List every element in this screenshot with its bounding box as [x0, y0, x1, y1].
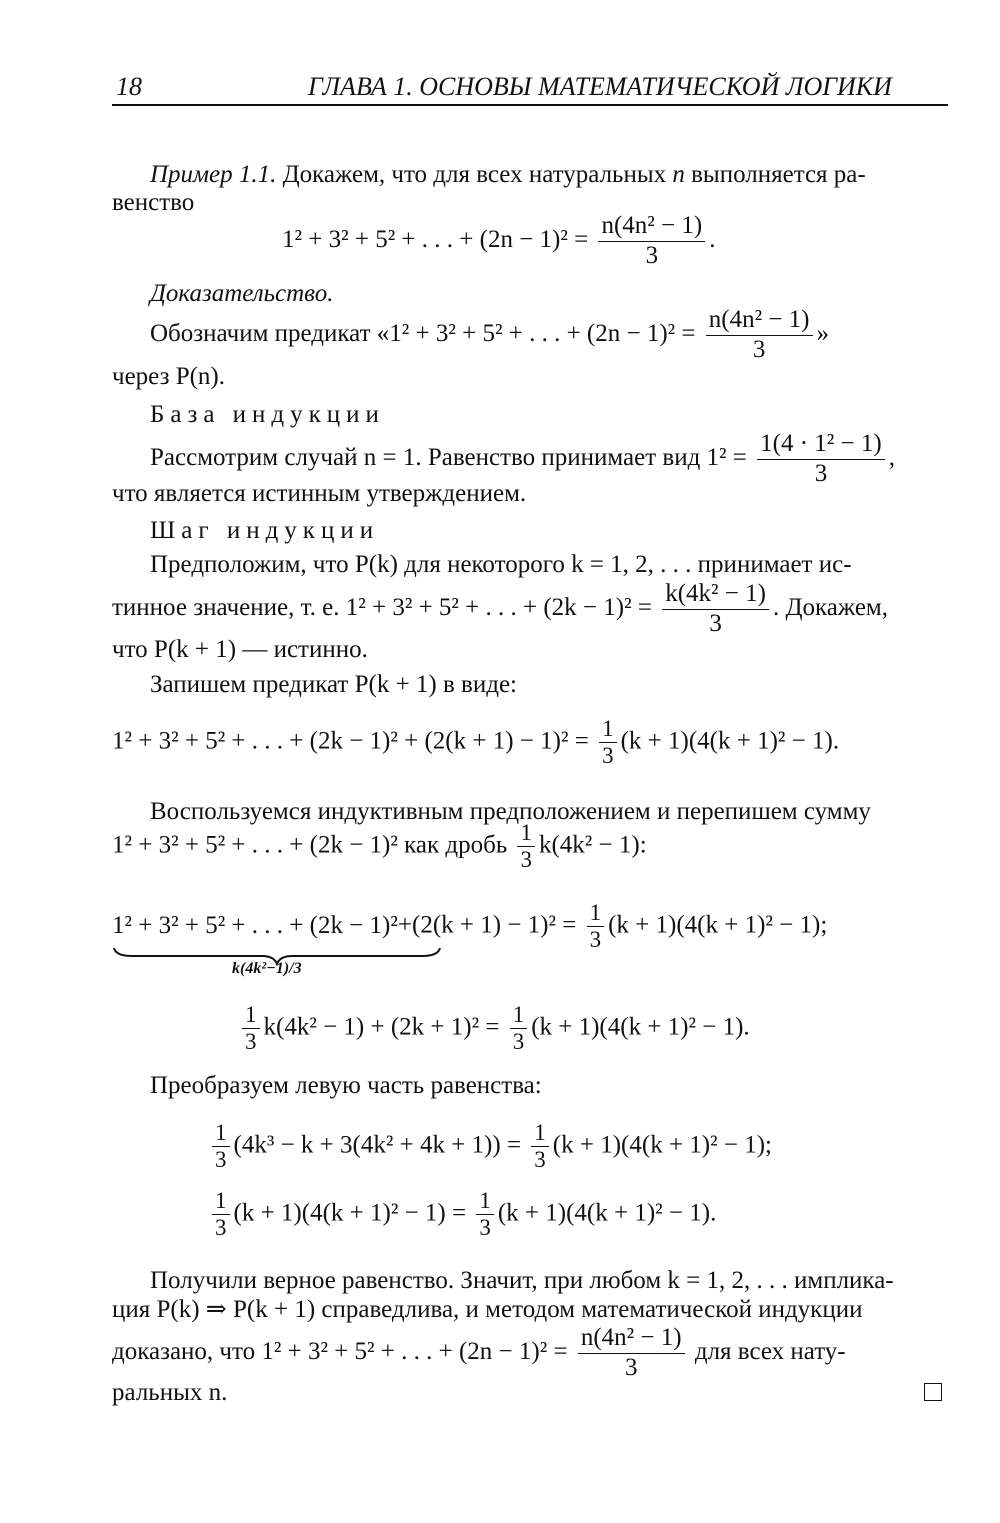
example-intro-line2: венство: [112, 189, 195, 216]
equation-substituted: $\frac{1}{3}$ k(4k² − 1) + (2k + 1)² = $\frac{1}{3}$ (k + 1)(4(k + 1)² − 1).: [238, 1002, 750, 1056]
base-line: Рассмотрим случай n = 1. Равенство принимает вид 1² = $\frac{\text{1(4 · 1² − 1)}}{3}$ ,: [150, 430, 895, 487]
equation-transformed-1: $\frac{1}{3}$ (4k³ − k + 3(4k² + 4k + 1)) = $\frac{1}{3}$ (k + 1)(4(k + 1)² − 1);: [208, 1120, 772, 1174]
write-predicate: Запишем предикат P(k + 1) в виде:: [150, 671, 518, 698]
main-equation: 1² + 3² + 5² + . . . + (2n − 1)² = $\frac{\text{n(4n² − 1)}}{3}$ .: [282, 212, 716, 269]
header-rule: [112, 104, 948, 106]
proof-heading: Доказательство.: [150, 280, 334, 307]
equation-k-plus-1: 1² + 3² + 5² + . . . + (2k − 1)² + (2(k + 1) − 1)² = $\frac{1}{3}$ (k + 1)(4(k + 1)² − 1).: [112, 716, 840, 769]
chapter-title: ГЛАВА 1. ОСНОВЫ МАТЕМАТИЧЕСКОЙ ЛОГИКИ: [308, 72, 892, 101]
conclusion-line2: ция P(k) ⇒ P(k + 1) справедлива, и методом математической индукции: [112, 1296, 863, 1323]
use-hypothesis-line1: Воспользуемся индуктивным предположением и перепишем сумму: [150, 798, 871, 825]
example-intro: Пример 1.1. Докажем, что для всех натуральных n выполняется ра-: [150, 161, 866, 188]
step-line2: тинное значение, т. е. 1² + 3² + 5² + . . . + (2k − 1)² = $\frac{\text{k(4k² − 1)}}{3}$ . Докажем,: [112, 580, 888, 637]
underbrace-group: 1² + 3² + 5² + . . . + (2k − 1)²: [112, 912, 398, 940]
conclusion-line1: Получили верное равенство. Значит, при любом k = 1, 2, . . . имплика-: [150, 1267, 894, 1294]
step-heading: Шаг индукции: [150, 517, 380, 544]
base-heading: База индукции: [150, 401, 385, 428]
denote-line: Обозначим предикат «1² + 3² + 5² + . . . + (2n − 1)² = $\frac{\text{n(4n² − 1)}}{3}$ »: [150, 306, 830, 363]
underbrace-label: k(4k²−1)/3: [232, 960, 302, 977]
example-label: Пример 1.1.: [150, 161, 277, 188]
qed-square-icon: [924, 1383, 942, 1401]
equation-transformed-2: $\frac{1}{3}$ (k + 1)(4(k + 1)² − 1) = $\frac{1}{3}$ (k + 1)(4(k + 1)² − 1).: [208, 1188, 716, 1242]
use-hypothesis-line2: 1² + 3² + 5² + . . . + (2k − 1)² как дробь $\frac{1}{3}$ k(4k² − 1):: [112, 820, 647, 873]
transform-line: Преобразуем левую часть равенства:: [150, 1072, 542, 1099]
base-line2: что является истинным утверждением.: [112, 480, 527, 507]
underbrace-equation: 1² + 3² + 5² + . . . + (2k − 1)² +(2(k + 1) − 1)² = $\frac{1}{3}$ (k + 1)(4(k + 1)² − 1);: [112, 900, 827, 954]
conclusion-line4: ральных n.: [112, 1379, 228, 1406]
step-line3: что P(k + 1) — истинно.: [112, 636, 368, 663]
page-number: 18: [116, 72, 142, 101]
conclusion-line3: доказано, что 1² + 3² + 5² + . . . + (2n − 1)² = $\frac{\text{n(4n² − 1)}}{3}$ для всех нату-: [112, 1324, 846, 1381]
denote-line2: через P(n).: [112, 363, 226, 390]
step-line1: Предположим, что P(k) для некоторого k = 1, 2, . . . принимает ис-: [150, 551, 852, 578]
